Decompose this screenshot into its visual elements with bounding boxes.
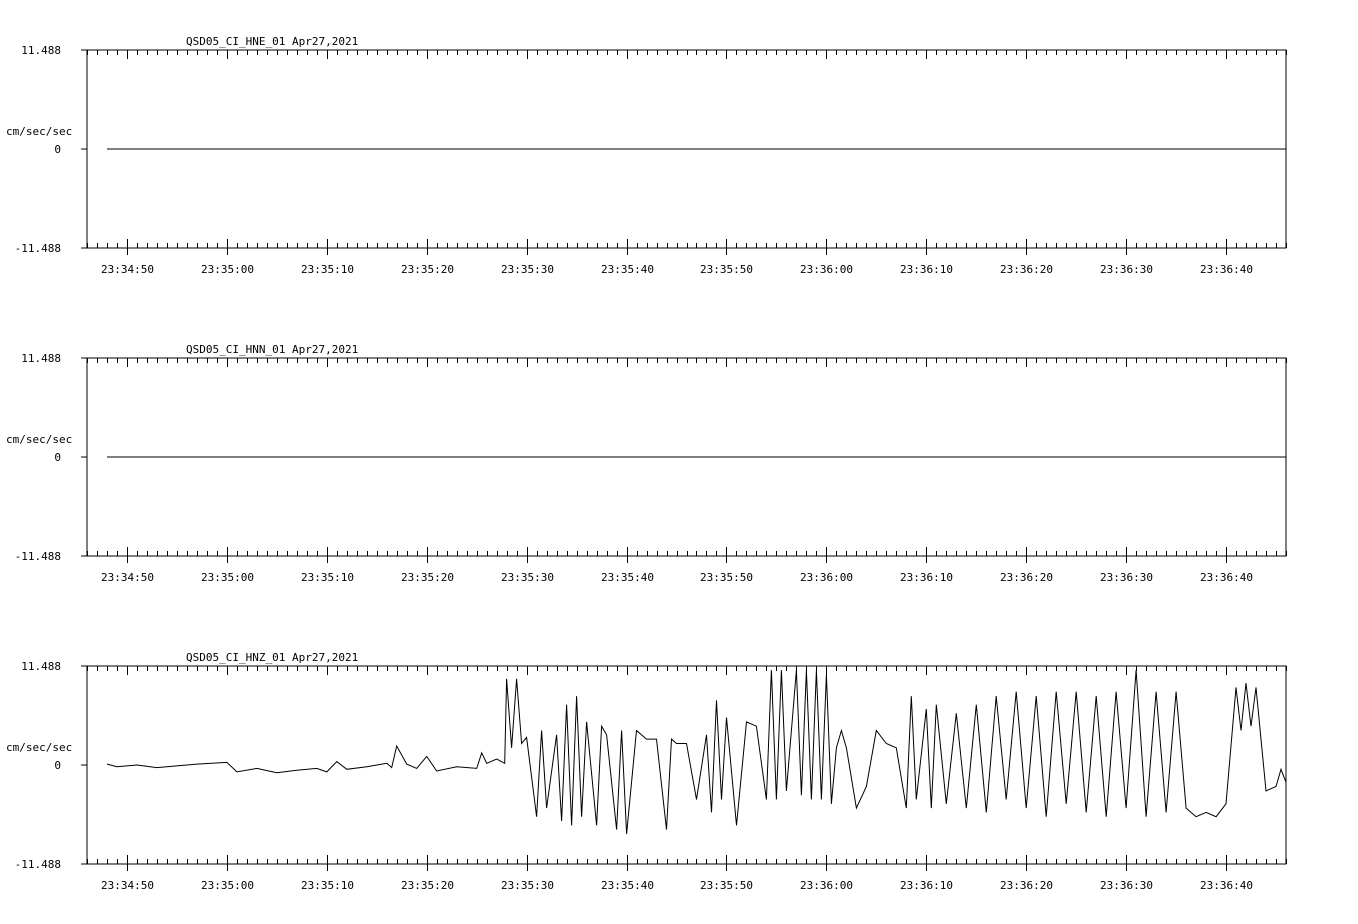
x-tick-label: 23:35:00 — [201, 263, 254, 276]
x-tick-label: 23:35:10 — [301, 879, 354, 892]
x-tick-label: 23:34:50 — [101, 263, 154, 276]
x-tick-label: 23:36:40 — [1200, 879, 1253, 892]
panel-1 — [6, 35, 1287, 276]
panel-title: QSD05_CI_HNZ_01 Apr27,2021 — [186, 651, 359, 664]
x-tick-label: 23:36:40 — [1200, 263, 1253, 276]
x-tick-label: 23:35:10 — [301, 263, 354, 276]
x-tick-label: 23:36:00 — [800, 263, 853, 276]
x-tick-label: 23:35:40 — [601, 571, 654, 584]
x-tick-label: 23:35:50 — [700, 263, 753, 276]
y-tick-label: 0 — [54, 759, 61, 772]
x-tick-label: 23:34:50 — [101, 879, 154, 892]
x-tick-label: 23:36:40 — [1200, 571, 1253, 584]
y-axis-label: cm/sec/sec — [6, 125, 73, 138]
x-tick-label: 23:35:50 — [700, 879, 753, 892]
panel-title: QSD05_CI_HNE_01 Apr27,2021 — [186, 35, 359, 48]
x-tick-label: 23:35:20 — [401, 263, 454, 276]
x-tick-label: 23:36:10 — [900, 263, 953, 276]
x-tick-label: 23:35:10 — [301, 571, 354, 584]
trace-series-1 — [107, 670, 1286, 834]
y-tick-label: -11.488 — [14, 550, 61, 563]
x-tick-label: 23:36:30 — [1100, 879, 1153, 892]
plot-frame — [87, 666, 1286, 864]
x-tick-label: 23:35:40 — [601, 879, 654, 892]
x-tick-label: 23:36:20 — [1000, 879, 1053, 892]
y-axis-label: cm/sec/sec — [6, 741, 73, 754]
x-tick-label: 23:36:10 — [900, 571, 953, 584]
y-tick-label: 0 — [54, 143, 61, 156]
x-tick-label: 23:36:20 — [1000, 263, 1053, 276]
x-tick-label: 23:35:40 — [601, 263, 654, 276]
y-axis-label: cm/sec/sec — [6, 433, 73, 446]
y-tick-label: -11.488 — [14, 242, 61, 255]
x-tick-label: 23:35:20 — [401, 571, 454, 584]
y-tick-label: 11.488 — [21, 660, 61, 673]
y-tick-label: -11.488 — [14, 858, 61, 871]
x-tick-label: 23:35:30 — [501, 571, 554, 584]
x-tick-label: 23:35:30 — [501, 879, 554, 892]
x-tick-label: 23:35:30 — [501, 263, 554, 276]
y-tick-label: 11.488 — [21, 44, 61, 57]
panel-title: QSD05_CI_HNN_01 Apr27,2021 — [186, 343, 359, 356]
x-tick-label: 23:35:50 — [700, 571, 753, 584]
x-tick-label: 23:36:10 — [900, 879, 953, 892]
x-tick-label: 23:36:20 — [1000, 571, 1053, 584]
x-tick-label: 23:35:20 — [401, 879, 454, 892]
x-tick-label: 23:36:30 — [1100, 263, 1153, 276]
y-tick-label: 0 — [54, 451, 61, 464]
panel-3 — [6, 651, 1287, 892]
x-tick-label: 23:35:00 — [201, 571, 254, 584]
x-tick-label: 23:36:30 — [1100, 571, 1153, 584]
y-tick-label: 11.488 — [21, 352, 61, 365]
panel-2 — [6, 343, 1287, 584]
x-tick-label: 23:35:00 — [201, 879, 254, 892]
x-tick-label: 23:36:00 — [800, 879, 853, 892]
x-tick-label: 23:34:50 — [101, 571, 154, 584]
x-tick-label: 23:36:00 — [800, 571, 853, 584]
